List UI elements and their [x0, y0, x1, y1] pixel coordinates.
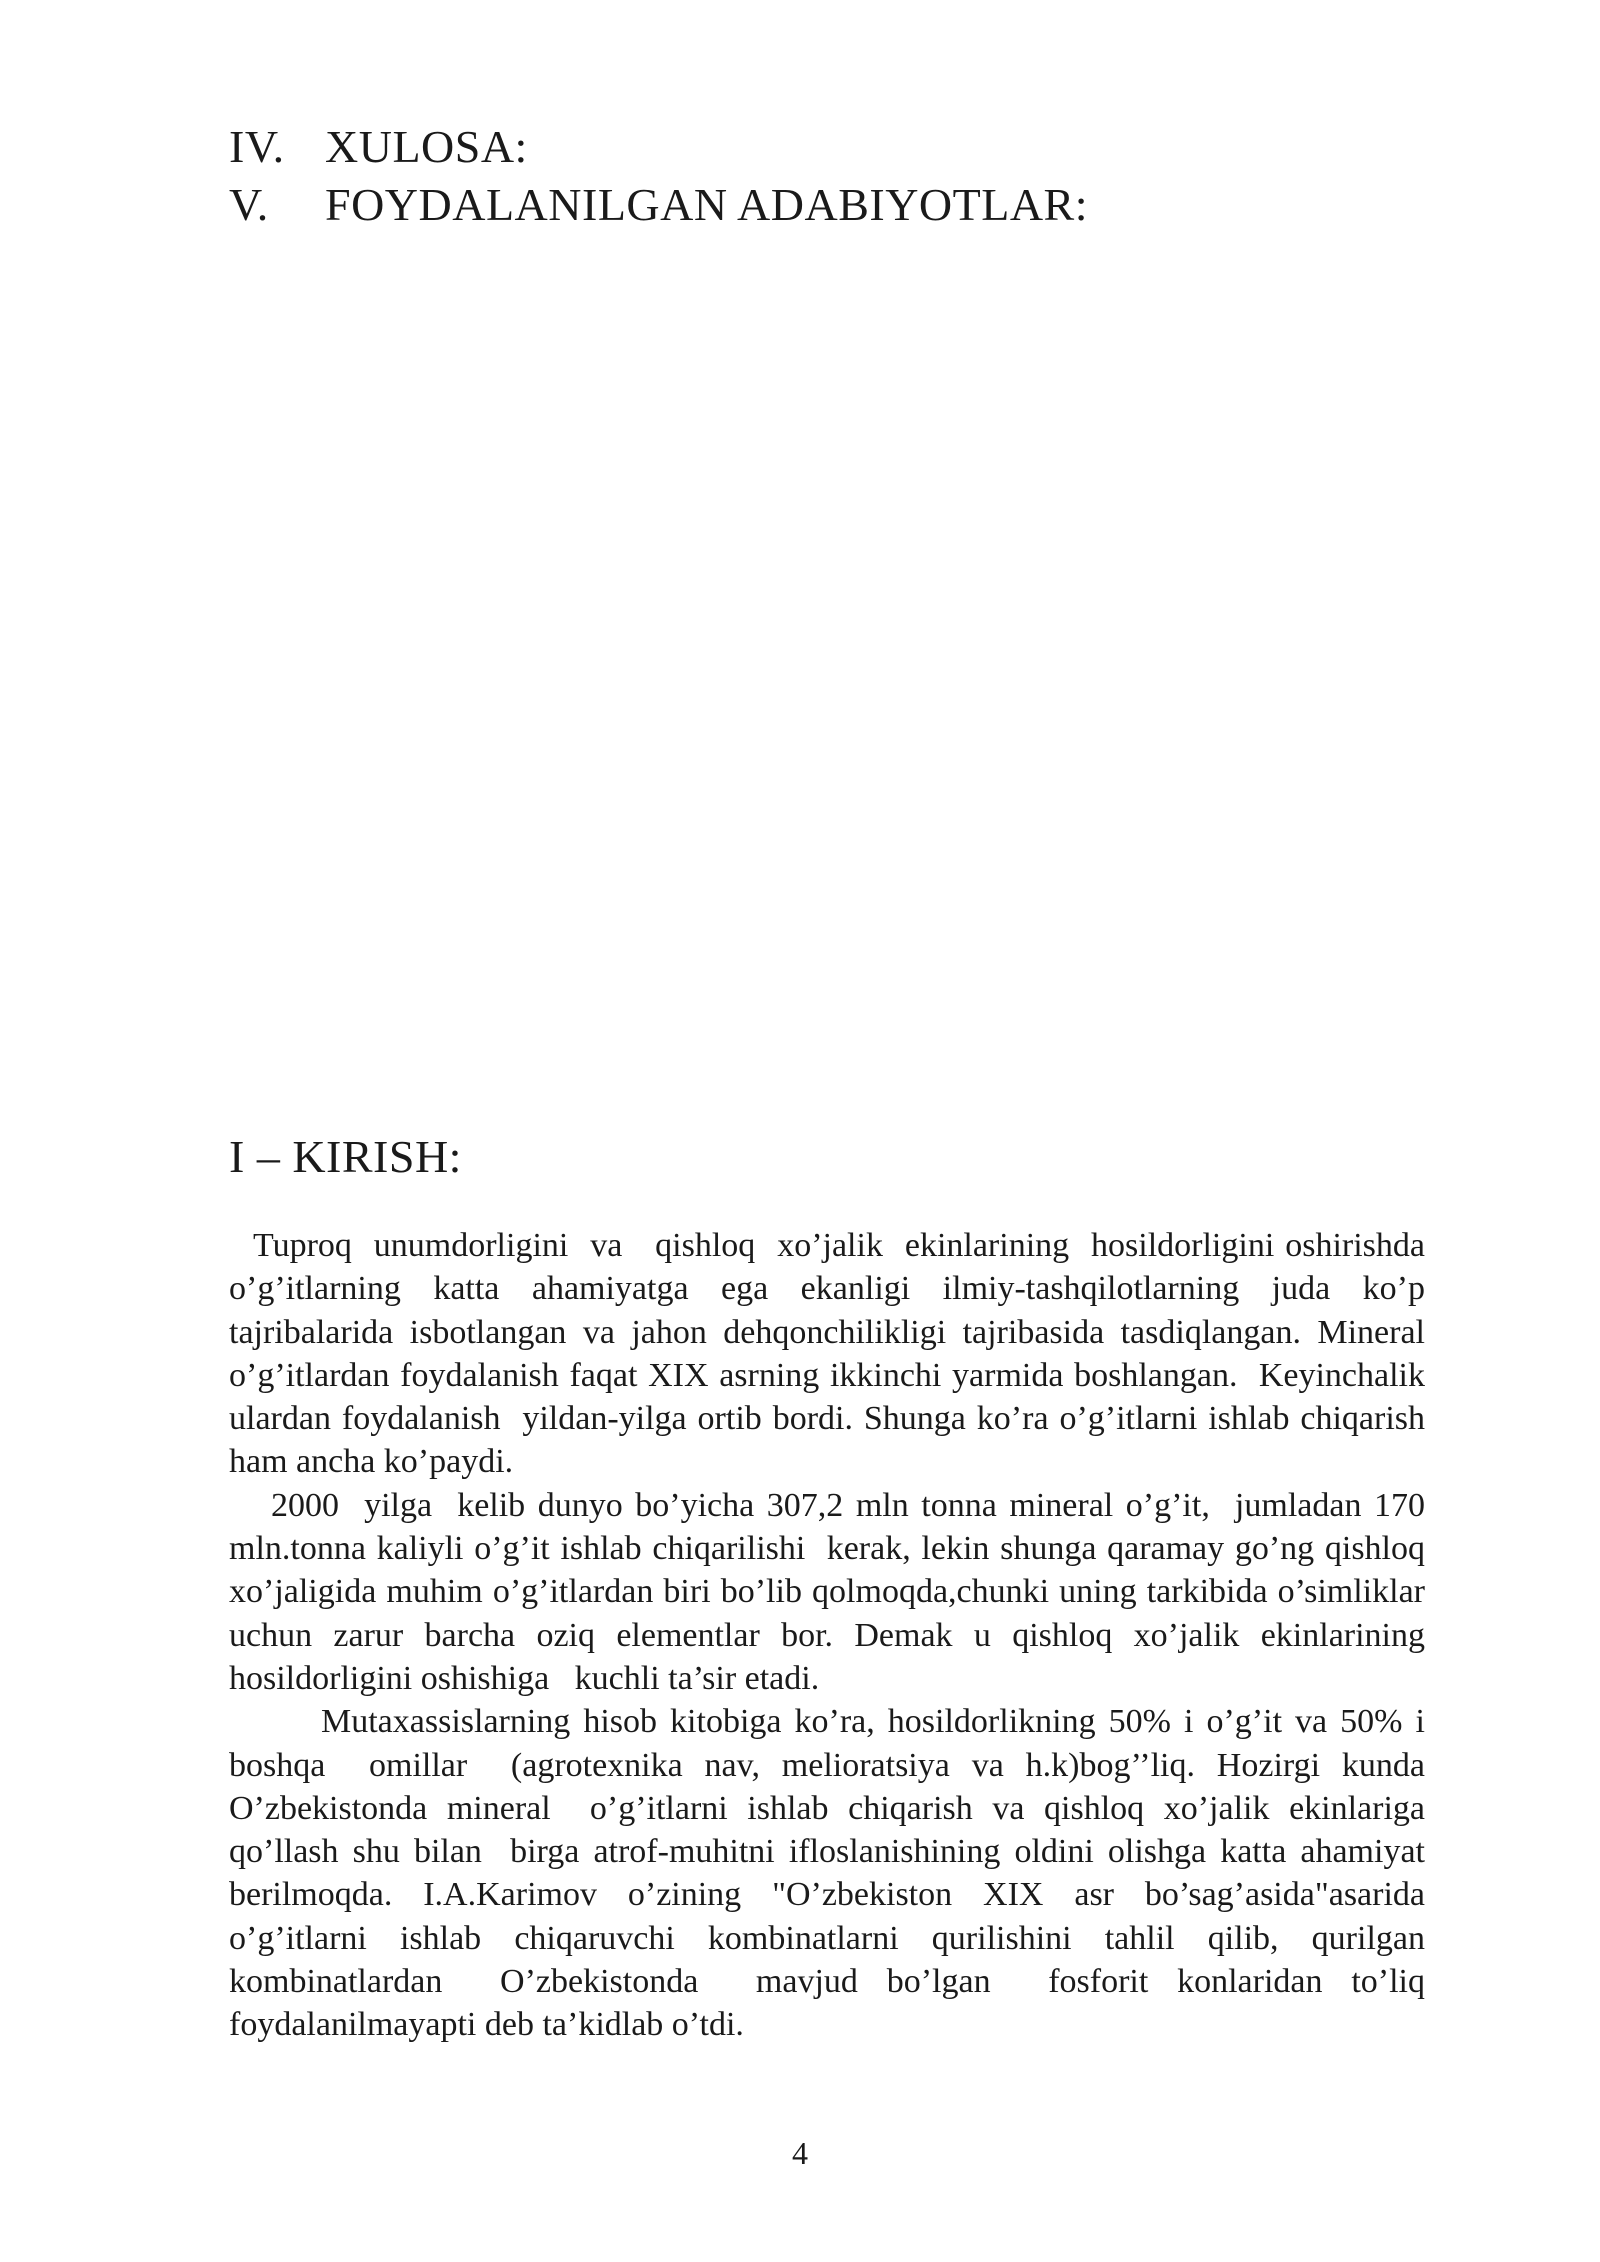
- table-of-contents-fragment: [229, 118, 1429, 234]
- toc-item-label: FOYDALANILGAN ADABIYOTLAR:: [325, 179, 1089, 230]
- paragraph: Tuproq unumdorligini va qishloq xo’jalik ekinlarining hosildorligini oshirishda o’g’itlarning katta ahamiyatga ega ekanligi ilmiy-tashqilotlarning juda ko’p tajribalarida isbotlangan va jahon dehqonchilikligi tajribasida tasdiqlangan. Mineral o’g’itlardan foydalanish faqat XIX asrning ikkinchi yarmida boshlangan. Keyinchalik ulardan foydalanish yildan-yilga ortib bordi. Shunga ko’ra o’g’itlarni ishlab chiqarish ham ancha ko’paydi.: [229, 1227, 1434, 1481]
- toc-item-references: [229, 176, 1429, 234]
- paragraph: 2000 yilga kelib dunyo bo’yicha 307,2 mln tonna mineral o’g’it, jumladan 170 mln.tonna kaliyli o’g’it ishlab chiqarilishi kerak, lekin shunga qaramay go’ng qishloq xo’jaligida muhim o’g’itlardan biri bo’lib qolmoqda,chunki uning tarkibida o’simliklar uchun zarur barcha oziq elementlar bor. Demak u qishloq xo’jalik ekinlarining hosildorligini oshishiga kuchli ta’sir etadi.: [229, 1486, 1434, 1697]
- section-heading: I – KIRISH:: [229, 1131, 462, 1182]
- toc-item-number: V.: [229, 179, 269, 230]
- section-body: [229, 1224, 1434, 2047]
- toc-item-conclusion: [229, 118, 1429, 176]
- page-number: 4: [792, 2135, 808, 2171]
- toc-item-label: XULOSA:: [325, 121, 528, 172]
- paragraph: Mutaxassislarning hisob kitobiga ko’ra, hosildorlikning 50% i o’g’it va 50% i boshqa omillar (agrotexnika nav, melioratsiya va h.k)bog’’liq. Hozirgi kunda O’zbekistonda mineral o’g’itlarni ishlab chiqarish va qishloq xo’jalik ekinlariga qo’llash shu bilan birga atrof-muhitni ifloslanishining oldini olishga katta ahamiyat berilmoqda. I.A.Karimov o’zining "O’zbekiston XIX asr bo’sag’asida"asarida o’g’itlarni ishlab chiqaruvchi kombinatlarni qurilishini tahlil qilib, qurilgan kombinatlardan O’zbekistonda mavjud bo’lgan fosforit konlaridan to’liq foydalanilmayapti deb ta’kidlab o’tdi.: [229, 1703, 1434, 2044]
- toc-item-number: IV.: [229, 121, 285, 172]
